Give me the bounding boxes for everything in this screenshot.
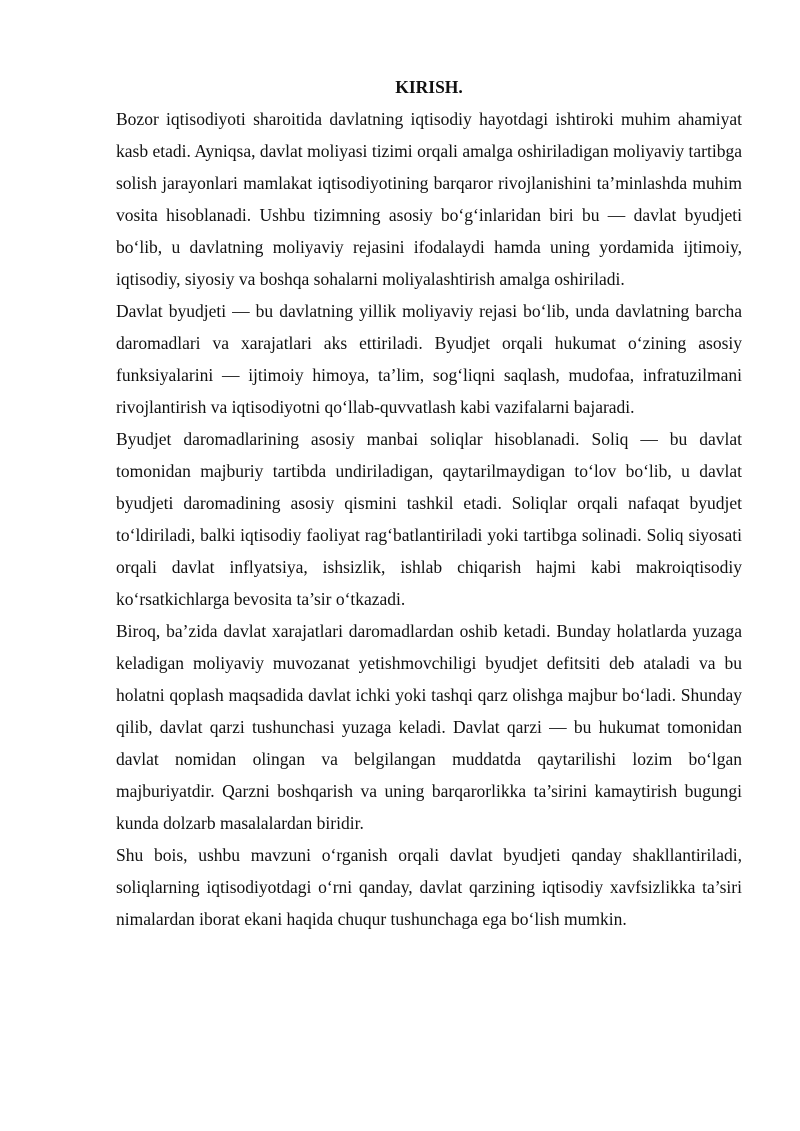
- paragraph-2: Davlat byudjeti — bu davlatning yillik moliyaviy rejasi bo‘lib, unda davlatning barcha daromadlari va xarajatlari aks ettiriladi. Byudjet orqali hukumat o‘zining asosiy funksiyalarini — ijtimoiy himoya, ta’lim, sog‘liqni saqlash, mudofaa, infratuzilmani rivojlantirish va iqtisodiyotni qo‘llab-quvvatlash kabi vazifalarni bajaradi.: [116, 301, 742, 417]
- paragraph-3: Byudjet daromadlarining asosiy manbai soliqlar hisoblanadi. Soliq — bu davlat tomonidan majburiy tartibda undiriladigan, qaytarilmaydigan to‘lov bo‘lib, u davlat byudjeti daromadining asosiy qismini tashkil etadi. Soliqlar orqali nafaqat byudjet to‘ldiriladi, balki iqtisodiy faoliyat rag‘batlantiriladi yoki tartibga solinadi. Soliq siyosati orqali davlat inflyatsiya, ishsizlik, ishlab chiqarish hajmi kabi makroiqtisodiy ko‘rsatkichlarga bevosita ta’sir o‘tkazadi.: [116, 429, 742, 609]
- document-title: KIRISH.: [395, 77, 463, 97]
- paragraph-5: Shu bois, ushbu mavzuni o‘rganish orqali davlat byudjeti qanday shakllantiriladi, soliqlarning iqtisodiyotdagi o‘rni qanday, davlat qarzining iqtisodiy xavfsizlikka ta’siri nimalardan iborat ekani haqida chuqur tushunchaga ega bo‘lish mumkin.: [116, 845, 742, 929]
- paragraph-4: Biroq, ba’zida davlat xarajatlari daromadlardan oshib ketadi. Bunday holatlarda yuzaga keladigan moliyaviy muvozanat yetishmovchiligi byudjet defitsiti deb ataladi va bu holatni qoplash maqsadida davlat ichki yoki tashqi qarz olishga majbur bo‘ladi. Shunday qilib, davlat qarzi tushunchasi yuzaga keladi. Davlat qarzi — bu hukumat tomonidan davlat nomidan olingan va belgilangan muddatda qaytarilishi lozim bo‘lgan majburiyatdir. Qarzni boshqarish va uning barqarorlikka ta’sirini kamaytirish bugungi kunda dolzarb masalalardan biridir.: [116, 621, 742, 833]
- paragraph-1: Bozor iqtisodiyoti sharoitida davlatning iqtisodiy hayotdagi ishtiroki muhim ahamiyat kasb etadi. Ayniqsa, davlat moliyasi tizimi orqali amalga oshiriladigan moliyaviy tartibga solish jarayonlari mamlakat iqtisodiyotining barqaror rivojlanishini ta’minlashda muhim vosita hisoblanadi. Ushbu tizimning asosiy bo‘g‘inlaridan biri bu — davlat byudjeti bo‘lib, u davlatning moliyaviy rejasini ifodalaydi hamda uning yordamida ijtimoiy, iqtisodiy, siyosiy va boshqa sohalarni moliyalashtirish amalga oshiriladi.: [116, 109, 742, 289]
